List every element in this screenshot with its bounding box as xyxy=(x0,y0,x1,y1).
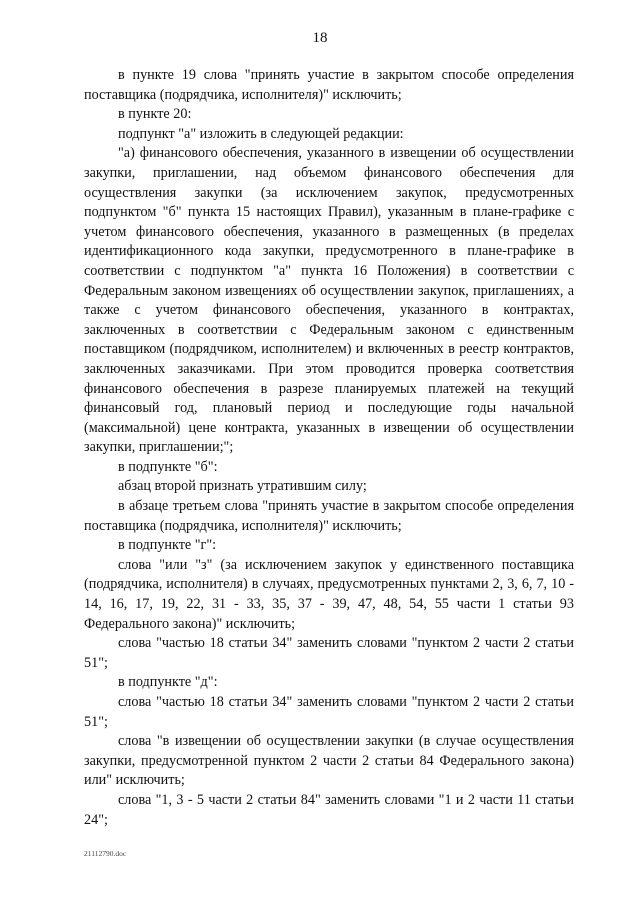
paragraph: слова "1, 3 - 5 части 2 статьи 84" заменить словами "1 и 2 части 11 статьи 24"; xyxy=(84,791,574,828)
paragraph: слова "в извещении об осуществлении закупки (в случае осуществления закупки, предусмотренной пунктом 2 части 2 статьи 84 Федерального закона) или" исключить; xyxy=(84,733,574,789)
page-number: 18 xyxy=(312,30,328,46)
paragraph: в подпункте "д": xyxy=(118,674,218,691)
document-body xyxy=(84,66,574,830)
paragraph: подпункт "а" изложить в следующей редакции: xyxy=(118,125,404,142)
paragraph: абзац второй признать утратившим силу; xyxy=(118,478,367,495)
paragraph: слова "частью 18 статьи 34" заменить словами "пунктом 2 части 2 статьи 51"; xyxy=(84,635,574,671)
paragraph: в абзаце третьем слова "принять участие в закрытом способе определения поставщика (подрядчика, исполнителя)" исключить; xyxy=(84,498,574,534)
paragraph: слова "или "з" (за исключением закупок у единственного поставщика (подрядчика, исполнителя) в случаях, предусмотренных пунктами 2, 3, 6, 7, 10 - 14, 16, 17, 19, 22, 31 - 33, 35, 37 - 39, 47, 48, 54, 55 части 1 статьи 93 Федерального закона)" исключить; xyxy=(84,556,574,632)
document-filename: 21112790.doc xyxy=(84,849,127,858)
paragraph: слова "частью 18 статьи 34" заменить словами "пунктом 2 части 2 статьи 51"; xyxy=(84,694,574,730)
paragraph: в подпункте "б": xyxy=(118,458,218,475)
paragraph: в пункте 19 слова "принять участие в закрытом способе определения поставщика (подрядчика, исполнителя)" исключить; xyxy=(84,67,574,103)
paragraph: "а) финансового обеспечения, указанного в извещении об осуществлении закупки, приглашении, над объемом финансового обеспечения для осуществления закупки (за исключением закупок, предусмотренных подпунктом "б" пункта 15 настоящих Правил), указанным в плане-графике с учетом финансового обеспечения, указанного в размещенных (в пределах идентификационного кода закупки, предусмотренного в плане-графике в соответствии с подпунктом "а" пункта 16 Положения) в соответствии с Федеральным законом извещениях об осуществлении закупок, приглашениях, а также с учетом финансового обеспечения, указанного в контрактах, заключенных в соответствии с Федеральным законом с единственным поставщиком (подрядчиком, исполнителем) и включенных в реестр контрактов, заключенных заказчиками. При этом проводится проверка соответствия финансового обеспечения в разрезе планируемых платежей на текущий финансовый год, плановый период и последующие годы начальной (максимальной) цене контракта, указанных в извещении об осуществлении закупки, приглашении;"; xyxy=(84,145,574,456)
paragraph: в пункте 20: xyxy=(118,106,192,123)
paragraph: в подпункте "г": xyxy=(118,537,217,554)
